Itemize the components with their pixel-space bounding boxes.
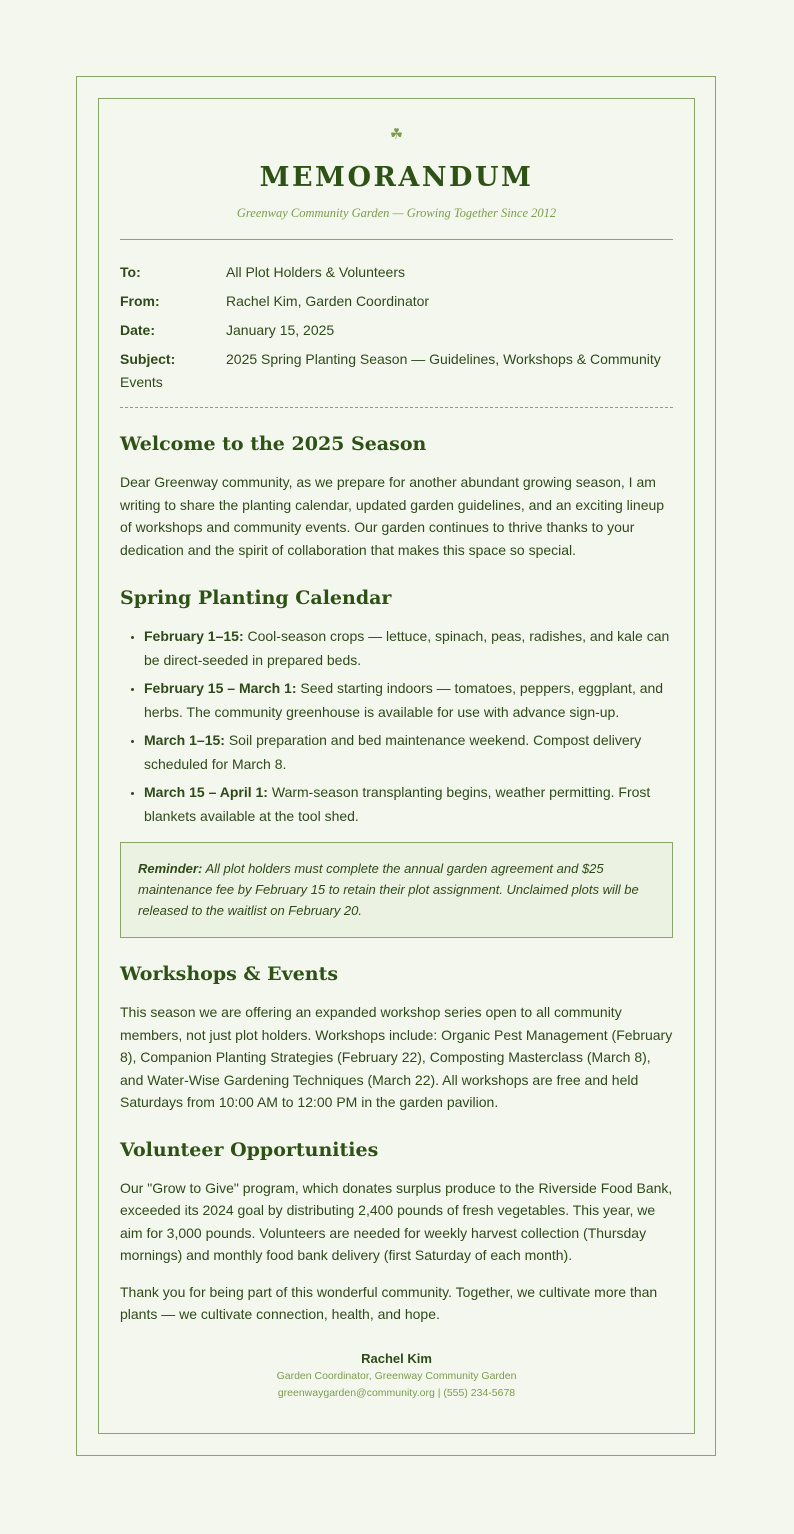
list-item	[144, 781, 673, 828]
volunteer-heading: Volunteer Opportunities	[120, 1138, 379, 1161]
subject-label: Subject:	[120, 351, 176, 367]
calendar-text: Warm-season transplanting begins, weather permitting. Frost blankets available at the tool shed.	[144, 784, 651, 824]
list-item	[144, 677, 673, 724]
list-item	[144, 729, 673, 776]
from-field	[120, 290, 673, 313]
calendar-text: Cool-season crops — lettuce, spinach, peas, radishes, and kale can be direct-seeded in prepared beds.	[144, 628, 670, 668]
signature-block	[120, 1350, 673, 1402]
shamrock-icon: ☘	[389, 126, 404, 143]
to-label: To:	[120, 264, 141, 280]
welcome-paragraph: Dear Greenway community, as we prepare for another abundant growing season, I am writing to share the planting calendar, updated garden guidelines, and an exciting lineup of workshops and community events. Our garden continues to thrive thanks to your dedication and the spirit of collaboration that makes this space so special.	[120, 474, 665, 558]
workshops-heading: Workshops & Events	[120, 963, 339, 985]
date-label: Date:	[120, 322, 156, 338]
from-label: From:	[120, 293, 160, 309]
date-value: January 15, 2025	[226, 322, 335, 338]
workshops-paragraph: This season we are offering an expanded workshop series open to all community members, not just plot holders. Workshops include: Organic Pest Management (February 8), Companion Planting Strategies (February 22), Composting Masterclass (March 8), and Water-Wise Gardening Techniques (March 22). All workshops are free and held Saturdays from 10:00 AM to 12:00 PM in the garden pavilion.	[120, 1004, 673, 1110]
calendar-text: Soil preparation and bed maintenance weekend. Compost delivery scheduled for March 8.	[144, 732, 642, 772]
subject-field	[120, 348, 673, 394]
signature-title: Garden Coordinator, Greenway Community Garden	[276, 1369, 517, 1382]
calendar-date: March 1–15:	[144, 732, 225, 748]
calendar-heading: Spring Planting Calendar	[120, 587, 392, 609]
memo-subtitle: Greenway Community Garden — Growing Together Since 2012	[236, 206, 557, 220]
to-value: All Plot Holders & Volunteers	[226, 264, 405, 280]
date-field	[120, 319, 673, 342]
header-divider	[120, 239, 673, 240]
to-field	[120, 261, 673, 284]
signature-contact: greenwaygarden@community.org | (555) 234-5678	[277, 1386, 516, 1399]
calendar-date: February 15 – March 1:	[144, 680, 297, 696]
volunteer-paragraph: Our "Grow to Give" program, which donates surplus produce to the Riverside Food Bank, exceeded its 2024 goal by distributing 2,400 pounds of fresh vegetables. This year, we aim for 3,000 pounds. Volunteers are needed for weekly harvest collection (Thursday mornings) and monthly food bank delivery (first Saturday of each month).	[120, 1179, 673, 1263]
planting-calendar-list	[120, 625, 673, 828]
reminder-callout	[120, 842, 673, 938]
memo-header-fields	[120, 261, 673, 394]
subject-value: 2025 Spring Planting Season — Guidelines, Workshops & Community Events	[120, 351, 661, 390]
from-value: Rachel Kim, Garden Coordinator	[226, 293, 430, 309]
fields-divider	[120, 407, 673, 408]
reminder-text: All plot holders must complete the annual garden agreement and $25 maintenance fee by February 15 to retain their plot assignment. Unclaimed plots will be released to the waitlist on February 20.	[138, 861, 639, 918]
signature-name: Rachel Kim	[361, 1350, 432, 1366]
calendar-text: Seed starting indoors — tomatoes, peppers, eggplant, and herbs. The community greenhouse is available for use with advance sign-up.	[144, 680, 664, 720]
reminder-label: Reminder:	[138, 861, 203, 876]
closing-paragraph: Thank you for being part of this wonderful community. Together, we cultivate more than plants — we cultivate connection, health, and hope.	[120, 1283, 658, 1322]
calendar-date: February 1–15:	[144, 628, 244, 644]
list-item	[144, 625, 673, 672]
welcome-heading: Welcome to the 2025 Season	[120, 433, 427, 455]
memo-title: MEMORANDUM	[259, 162, 534, 193]
calendar-date: March 15 – April 1:	[144, 784, 268, 800]
memo-document	[98, 98, 695, 1434]
